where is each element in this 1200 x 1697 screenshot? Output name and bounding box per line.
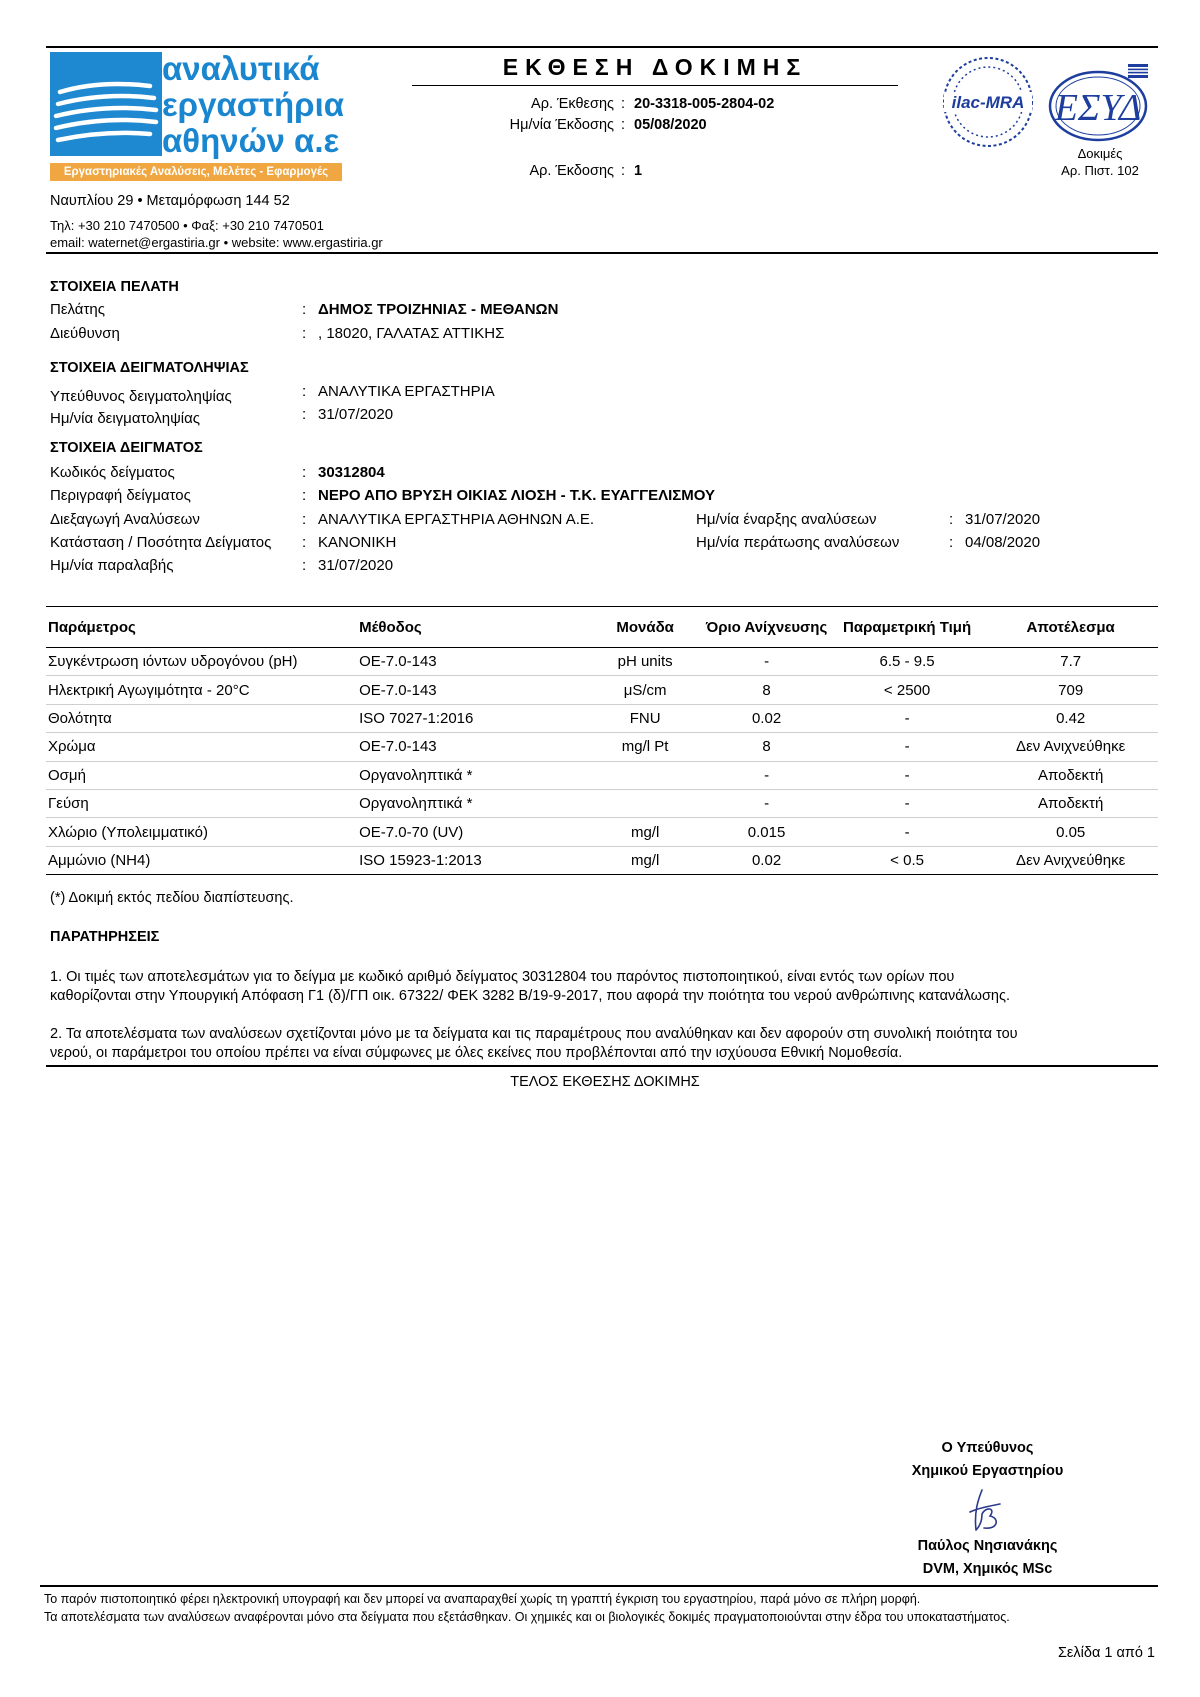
- detection-limit-cell: 8: [702, 676, 830, 704]
- separator: :: [302, 325, 307, 342]
- sampling-heading: ΣΤΟΙΧΕΙΑ ΔΕΙΓΜΑΤΟΛΗΨΙΑΣ: [50, 360, 249, 376]
- method-cell: ISO 7027-1:2016: [357, 704, 588, 732]
- sampling-responsible-label: Υπεύθυνος δειγματοληψίας: [50, 388, 232, 405]
- separator: :: [302, 557, 307, 574]
- detection-limit-cell: 0.02: [702, 846, 830, 874]
- parameter-cell: Αμμώνιο (NH4): [46, 846, 357, 874]
- remarks-rule: [46, 1065, 1158, 1067]
- separator: :: [302, 511, 307, 528]
- detection-limit-cell: -: [702, 761, 830, 789]
- ilac-mra-logo: [938, 52, 1038, 152]
- unit-cell: mg/l: [588, 818, 702, 846]
- parametric-value-cell: < 2500: [831, 676, 984, 704]
- analysis-start-label: Ημ/νία έναρξης αναλύσεων: [696, 511, 877, 528]
- receipt-date-label: Ημ/νία παραλαβής: [50, 557, 174, 574]
- detection-limit-cell: -: [702, 789, 830, 817]
- separator: :: [621, 96, 626, 112]
- sampling-date-label: Ημ/νία δειγματοληψίας: [50, 410, 201, 427]
- separator: :: [302, 383, 307, 400]
- sample-state-label: Κατάσταση / Ποσότητα Δείγματος: [50, 534, 272, 551]
- parameter-cell: Χρώμα: [46, 733, 357, 761]
- logo-tagline: Εργαστηριακές Αναλύσεις, Μελέτες - Εφαρμογές: [50, 163, 342, 181]
- parameter-cell: Χλώριο (Υπολειμματικό): [46, 818, 357, 846]
- column-header: Παραμετρική Τιμή: [831, 607, 984, 648]
- signature-role: Ο Υπεύθυνος: [941, 1440, 1034, 1456]
- parametric-value-cell: -: [831, 818, 984, 846]
- remark-line: νερού, οι παράμετροι του οποίου πρέπει να είναι σύμφωνες με όλες εκείνες που προβλέπονται από την ισχύουσα Εθνική Νομοθεσία.: [50, 1045, 903, 1061]
- column-header: Όριο Ανίχνευσης: [702, 607, 830, 648]
- parametric-value-cell: < 0.5: [831, 846, 984, 874]
- table-row: [46, 676, 1158, 704]
- sample-code-value: 30312804: [318, 464, 385, 481]
- result-cell: Αποδεκτή: [983, 789, 1158, 817]
- method-cell: ΟΕ-7.0-143: [357, 733, 588, 761]
- results-table: [46, 606, 1158, 875]
- company-email: email: waternet@ergastiria.gr • website: www.ergastiria.gr: [50, 235, 383, 250]
- receipt-date-value: 31/07/2020: [318, 557, 394, 574]
- title-underline: [412, 85, 898, 86]
- top-rule: [46, 46, 1158, 48]
- result-cell: 0.42: [983, 704, 1158, 732]
- result-cell: 0.05: [983, 818, 1158, 846]
- separator: :: [302, 487, 307, 504]
- method-cell: Οργανοληπτικά *: [357, 789, 588, 817]
- remarks-heading: ΠΑΡΑΤΗΡΗΣΕΙΣ: [50, 929, 160, 945]
- table-row: [46, 648, 1158, 676]
- method-cell: ΟΕ-7.0-70 (UV): [357, 818, 588, 846]
- detection-limit-cell: 0.02: [702, 704, 830, 732]
- parametric-value-cell: -: [831, 704, 984, 732]
- unit-cell: pH units: [588, 648, 702, 676]
- method-cell: ΟΕ-7.0-143: [357, 676, 588, 704]
- analysis-conduct-value: ΑΝΑΛΥΤΙΚΑ ΕΡΓΑΣΤΗΡΙΑ ΑΘΗΝΩΝ Α.Ε.: [318, 511, 595, 528]
- result-cell: Αποδεκτή: [983, 761, 1158, 789]
- separator: :: [949, 511, 954, 528]
- table-header-row: [46, 607, 1158, 648]
- sample-state-value: ΚΑΝΟΝΙΚΗ: [318, 534, 397, 551]
- esyd-label: ΕΣΥΔ: [1054, 87, 1142, 129]
- report-end-label: ΤΕΛΟΣ ΕΚΘΕΣΗΣ ΔΟΚΙΜΗΣ: [510, 1074, 700, 1090]
- column-header: Μονάδα: [588, 607, 702, 648]
- signature-icon: [960, 1486, 1010, 1536]
- page-number: Σελίδα 1 από 1: [1057, 1645, 1155, 1661]
- remark-line: 1. Οι τιμές των αποτελεσμάτων για το δείγμα με κωδικό αριθμό δείγματος 30312804 του παρόντος πιστοποιητικού, είναι εντός των ορίων που: [50, 969, 955, 985]
- separator: :: [302, 406, 307, 423]
- table-row: [46, 704, 1158, 732]
- client-address-label: Διεύθυνση: [50, 325, 120, 342]
- remark-line: καθορίζονται στην Υπουργική Απόφαση Γ1 (δ)/ΓΠ οικ. 67322/ ΦΕΚ 3282 Β/19-9-2017, που αφορά την ποιότητα του νερού ανθρώπινης κατανάλωσης.: [50, 988, 1010, 1004]
- column-header: Μέθοδος: [357, 607, 588, 648]
- logo-line: εργαστήρια: [162, 86, 345, 123]
- signatory-name: Παύλος Νησιανάκης: [917, 1538, 1058, 1554]
- analysis-conduct-label: Διεξαγωγή Αναλύσεων: [50, 511, 200, 528]
- issue-date: 05/08/2020: [634, 117, 707, 133]
- signature-department: Χημικού Εργαστηρίου: [911, 1463, 1064, 1479]
- table-footnote: (*) Δοκιμή εκτός πεδίου διαπίστευσης.: [50, 890, 294, 906]
- table-row: [46, 761, 1158, 789]
- logo-wordmark: [162, 51, 362, 159]
- unit-cell: mg/l: [588, 846, 702, 874]
- table-row: [46, 846, 1158, 874]
- column-header: Παράμετρος: [46, 607, 357, 648]
- unit-cell: μS/cm: [588, 676, 702, 704]
- detection-limit-cell: -: [702, 648, 830, 676]
- result-cell: 709: [983, 676, 1158, 704]
- separator: :: [949, 534, 954, 551]
- parametric-value-cell: -: [831, 789, 984, 817]
- company-phone: Τηλ: +30 210 7470500 • Φαξ: +30 210 7470501: [50, 218, 324, 233]
- footer-note-1: Το παρόν πιστοποιητικό φέρει ηλεκτρονική υπογραφή και δεν μπορεί να αναπαραχθεί χωρίς τη γραπτή έγκριση του εργαστηρίου, παρά μόνο σε πλήρη μορφή.: [44, 1592, 921, 1606]
- table-row: [46, 818, 1158, 846]
- esyd-logo: [1046, 60, 1156, 144]
- company-address: Ναυπλίου 29 • Μεταμόρφωση 144 52: [50, 193, 290, 209]
- ilac-label: ilac-MRA: [951, 93, 1025, 112]
- client-value: ΔΗΜΟΣ ΤΡΟΙΖΗΝΙΑΣ - ΜΕΘΑΝΩΝ: [318, 301, 559, 318]
- separator: :: [621, 163, 626, 179]
- result-cell: 7.7: [983, 648, 1158, 676]
- column-header: Αποτέλεσμα: [983, 607, 1158, 648]
- esyd-seal-icon: [1046, 60, 1156, 144]
- client-label: Πελάτης: [50, 301, 105, 318]
- analysis-end-label: Ημ/νία περάτωσης αναλύσεων: [696, 534, 900, 551]
- greek-flag-icon: [1128, 64, 1148, 78]
- parametric-value-cell: -: [831, 761, 984, 789]
- remark-line: 2. Τα αποτελέσματα των αναλύσεων σχετίζονται μόνο με τα δείγματα και τις παραμέτρους που αναλύθηκαν και δεν αφορούν στη συνολική ποιότητα του: [50, 1026, 1018, 1042]
- analysis-start-value: 31/07/2020: [965, 511, 1041, 528]
- handwritten-signature: [960, 1486, 1010, 1536]
- sample-description-label: Περιγραφή δείγματος: [50, 487, 191, 504]
- signatory-title: DVM, Χημικός MSc: [922, 1561, 1053, 1577]
- separator: :: [302, 301, 307, 318]
- sample-code-label: Κωδικός δείγματος: [50, 464, 175, 481]
- logo-line: αθηνών α.ε: [162, 122, 340, 159]
- sampling-responsible-value: ΑΝΑΛΥΤΙΚΑ ΕΡΓΑΣΤΗΡΙΑ: [318, 383, 495, 400]
- issue-date-label: Ημ/νία Έκδοσης: [509, 117, 614, 133]
- report-number: 20-3318-005-2804-02: [634, 96, 775, 112]
- esyd-cert-number: Αρ. Πιστ. 102: [1061, 163, 1139, 178]
- report-number-label: Αρ. Έκθεσης: [531, 96, 614, 112]
- unit-cell: FNU: [588, 704, 702, 732]
- remark-1: [50, 968, 1130, 1006]
- result-cell: Δεν Ανιχνεύθηκε: [983, 846, 1158, 874]
- client-heading: ΣΤΟΙΧΕΙΑ ΠΕΛΑΤΗ: [50, 279, 179, 295]
- parametric-value-cell: -: [831, 733, 984, 761]
- separator: :: [302, 464, 307, 481]
- report-title: ΕΚΘΕΣΗ ΔΟΚΙΜΗΣ: [502, 54, 808, 80]
- detection-limit-cell: 8: [702, 733, 830, 761]
- sample-description-value: ΝΕΡΟ ΑΠΟ ΒΡΥΣΗ ΟΙΚΙΑΣ ΛΙΟΣΗ - Τ.Κ. ΕΥΑΓΓΕΛΙΣΜΟΥ: [318, 487, 716, 504]
- unit-cell: [588, 789, 702, 817]
- client-address-value: , 18020, ΓΑΛΑΤΑΣ ΑΤΤΙΚΗΣ: [318, 325, 505, 342]
- method-cell: ΟΕ-7.0-143: [357, 648, 588, 676]
- sample-heading: ΣΤΟΙΧΕΙΑ ΔΕΙΓΜΑΤΟΣ: [50, 440, 203, 456]
- header-rule: [46, 252, 1158, 254]
- footer-note-2: Τα αποτελέσματα των αναλύσεων αναφέρονται μόνο στα δείγματα που εξετάσθηκαν. Οι χημικές και οι βιολογικές δοκιμές πραγματοποιούνται στην έδρα του υποκαταστήματος.: [44, 1610, 1010, 1624]
- edition-number: 1: [634, 163, 643, 179]
- table-row: [46, 733, 1158, 761]
- separator: :: [302, 534, 307, 551]
- footer-rule: [40, 1585, 1158, 1587]
- unit-cell: [588, 761, 702, 789]
- method-cell: ISO 15923-1:2013: [357, 846, 588, 874]
- separator: :: [621, 117, 626, 133]
- esyd-caption-line: Δοκιμές: [1077, 146, 1123, 161]
- parametric-value-cell: 6.5 - 9.5: [831, 648, 984, 676]
- result-cell: Δεν Ανιχνεύθηκε: [983, 733, 1158, 761]
- esyd-caption: [1040, 145, 1160, 179]
- method-cell: Οργανοληπτικά *: [357, 761, 588, 789]
- remark-2: [50, 1025, 1130, 1063]
- analysis-end-value: 04/08/2020: [965, 534, 1041, 551]
- parameter-cell: Γεύση: [46, 789, 357, 817]
- logo-line: αναλυτικά: [162, 50, 320, 87]
- parameter-cell: Ηλεκτρική Αγωγιμότητα - 20°C: [46, 676, 357, 704]
- unit-cell: mg/l Pt: [588, 733, 702, 761]
- parameter-cell: Συγκέντρωση ιόντων υδρογόνου (pH): [46, 648, 357, 676]
- edition-label: Αρ. Έκδοσης: [529, 163, 614, 179]
- parameter-cell: Οσμή: [46, 761, 357, 789]
- detection-limit-cell: 0.015: [702, 818, 830, 846]
- table-row: [46, 789, 1158, 817]
- ilac-seal-icon: [938, 52, 1038, 152]
- sampling-date-value: 31/07/2020: [318, 406, 394, 423]
- parameter-cell: Θολότητα: [46, 704, 357, 732]
